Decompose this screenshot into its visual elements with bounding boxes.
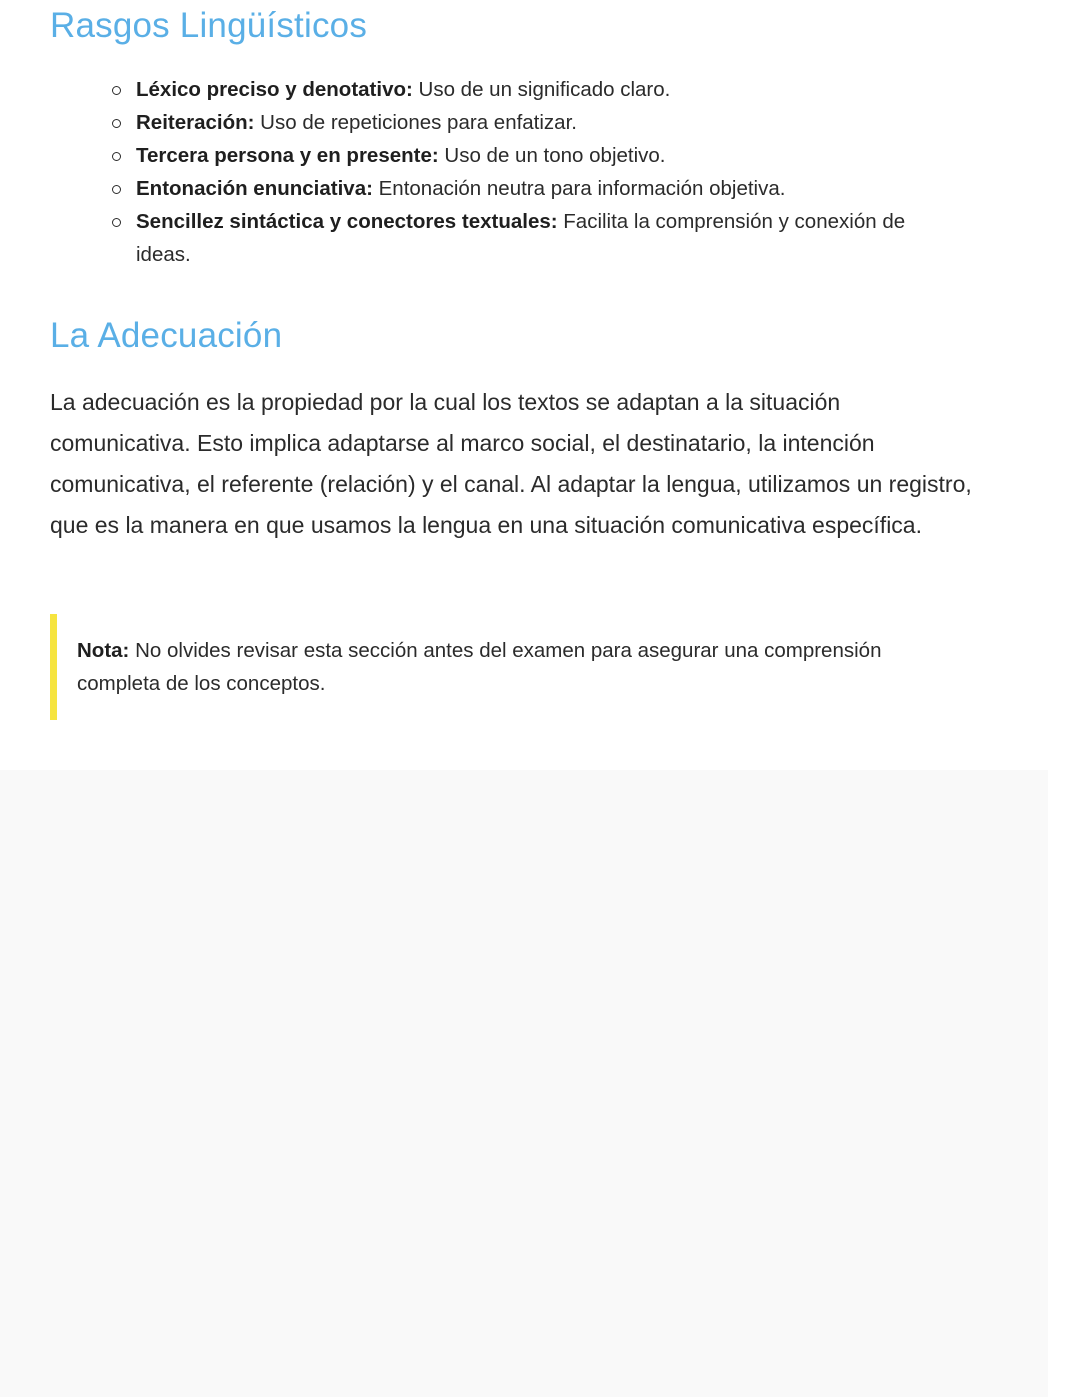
- list-item-term: Léxico preciso y denotativo:: [136, 78, 413, 101]
- footer-background: [0, 770, 1048, 1397]
- list-item: [136, 139, 936, 172]
- list-item-desc: Entonación neutra para información objetiva.: [372, 177, 786, 200]
- note-text: No olvides revisar esta sección antes del examen para asegurar una comprensión completa de los conceptos.: [77, 639, 882, 695]
- section-heading-rasgos: Rasgos Lingüísticos: [50, 6, 368, 45]
- linguistic-features-list: [50, 73, 936, 271]
- list-item-desc: Uso de un tono objetivo.: [438, 144, 666, 167]
- section-heading-adecuacion: La Adecuación: [50, 316, 283, 355]
- list-item: [136, 73, 936, 106]
- list-item-desc: Uso de un significado claro.: [412, 78, 671, 101]
- list-item-term: Tercera persona y en presente:: [136, 144, 439, 167]
- list-item-term: Sencillez sintáctica y conectores textuales:: [136, 210, 558, 233]
- list-item-term: Reiteración:: [136, 111, 255, 134]
- list-item: [136, 172, 936, 205]
- note-label: Nota:: [77, 639, 130, 662]
- list-item-desc: Facilita la comprensión y conexión de ideas.: [136, 210, 906, 266]
- list-item: [136, 205, 936, 271]
- adecuacion-paragraph: La adecuación es la propiedad por la cual los textos se adaptan a la situación comunicativa. Esto implica adaptarse al marco social, el destinatario, la intención comunicativa, el referente (relación) y el canal. Al adaptar la lengua, utilizamos un registro, que es la manera en que usamos la lengua en una situación comunicativa específica.: [50, 389, 972, 538]
- list-item-desc: Uso de repeticiones para enfatizar.: [254, 111, 577, 134]
- list-item-term: Entonación enunciativa:: [136, 177, 373, 200]
- note-callout: [50, 614, 950, 720]
- list-item: [136, 106, 936, 139]
